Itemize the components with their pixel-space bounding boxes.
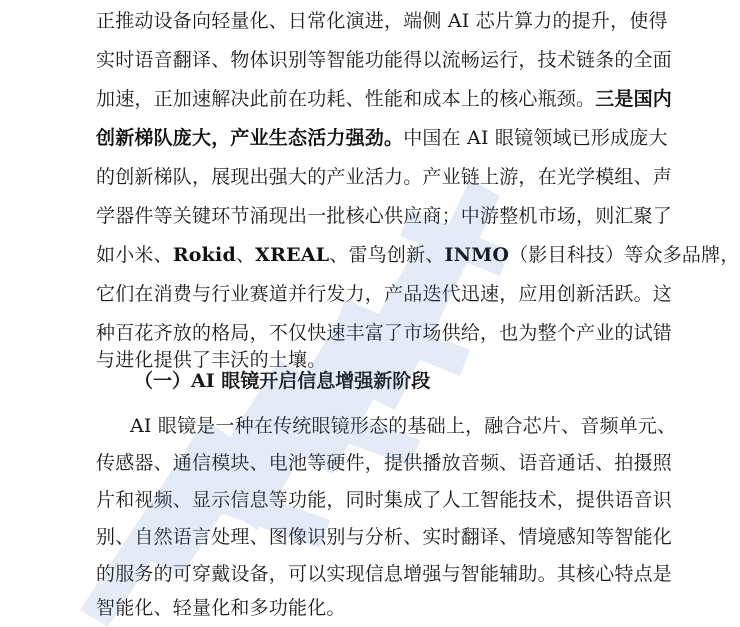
paragraph-1-line-7-e: 、雷鸟创新、 [329,244,445,266]
paragraph-1-line-7-a: 如小米、 [96,244,173,266]
brand-rokid: Rokid [172,244,236,266]
brand-inmo: INMO [444,244,510,266]
paragraph-1-line-4 [96,123,668,153]
paragraph-1-line-10: 与进化提供了丰沃的土壤。 [96,349,327,371]
paragraph-1-line-7 [96,240,740,270]
paragraph-1-line-8: 它们在消费与行业赛道并行发力，产品迭代迅速，应用创新活跃。这 [96,283,673,305]
paragraph-2-line-5: 的服务的可穿戴设备，可以实现信息增强与智能辅助。其核心特点是 [96,563,673,585]
paragraph-1-line-6: 学器件等关键环节涌现出一批核心供应商；中游整机市场，则汇聚了 [96,205,673,227]
paragraph-1-line-4-bold: 创新梯队庞大，产业生态活力强劲。 [96,127,404,149]
section-heading: （一）AI 眼镜开启信息增强新阶段 [134,370,431,392]
paragraph-1-line-2: 实时语音翻译、物体识别等智能功能得以流畅运行，技术链条的全面 [96,49,673,71]
paragraph-1-line-3 [96,84,673,114]
paragraph-1-line-7-g: （影目科技）等众多品牌， [509,244,740,266]
paragraph-1-line-3-bold: 三是国内 [595,88,673,110]
paragraph-1-line-9: 种百花齐放的格局，不仅快速丰富了市场供给，也为整个产业的试错 [96,322,673,344]
paragraph-2-line-3: 片和视频、显示信息等功能，同时集成了人工智能技术，提供语音识 [96,489,673,511]
paragraph-2-line-6: 智能化、轻量化和多功能化。 [96,597,346,619]
paragraph-1-line-1: 正推动设备向轻量化、日常化演进，端侧 AI 芯片算力的提升，使得 [96,10,668,32]
paragraph-2-line-2: 传感器、通信模块、电池等硬件，提供播放音频、语音通话、拍摄照 [96,452,673,474]
paragraph-1-line-5: 的创新梯队，展现出强大的产业活力。产业链上游，在光学模组、声 [96,166,673,188]
paragraph-2-line-1: AI 眼镜是一种在传统眼镜形态的基础上，融合芯片、音频单元、 [130,415,677,437]
paragraph-1-line-7-c: 、 [235,244,256,266]
brand-xreal: XREAL [255,244,330,266]
paragraph-1-line-4-text: 中国在 AI 眼镜领域已形成庞大 [403,127,668,149]
paragraph-2-line-4: 别、自然语言处理、图像识别与分析、实时翻译、情境感知等智能化 [96,526,673,548]
paragraph-1-line-3-text: 加速，正加速解决此前在功耗、性能和成本上的核心瓶颈。 [96,88,596,110]
